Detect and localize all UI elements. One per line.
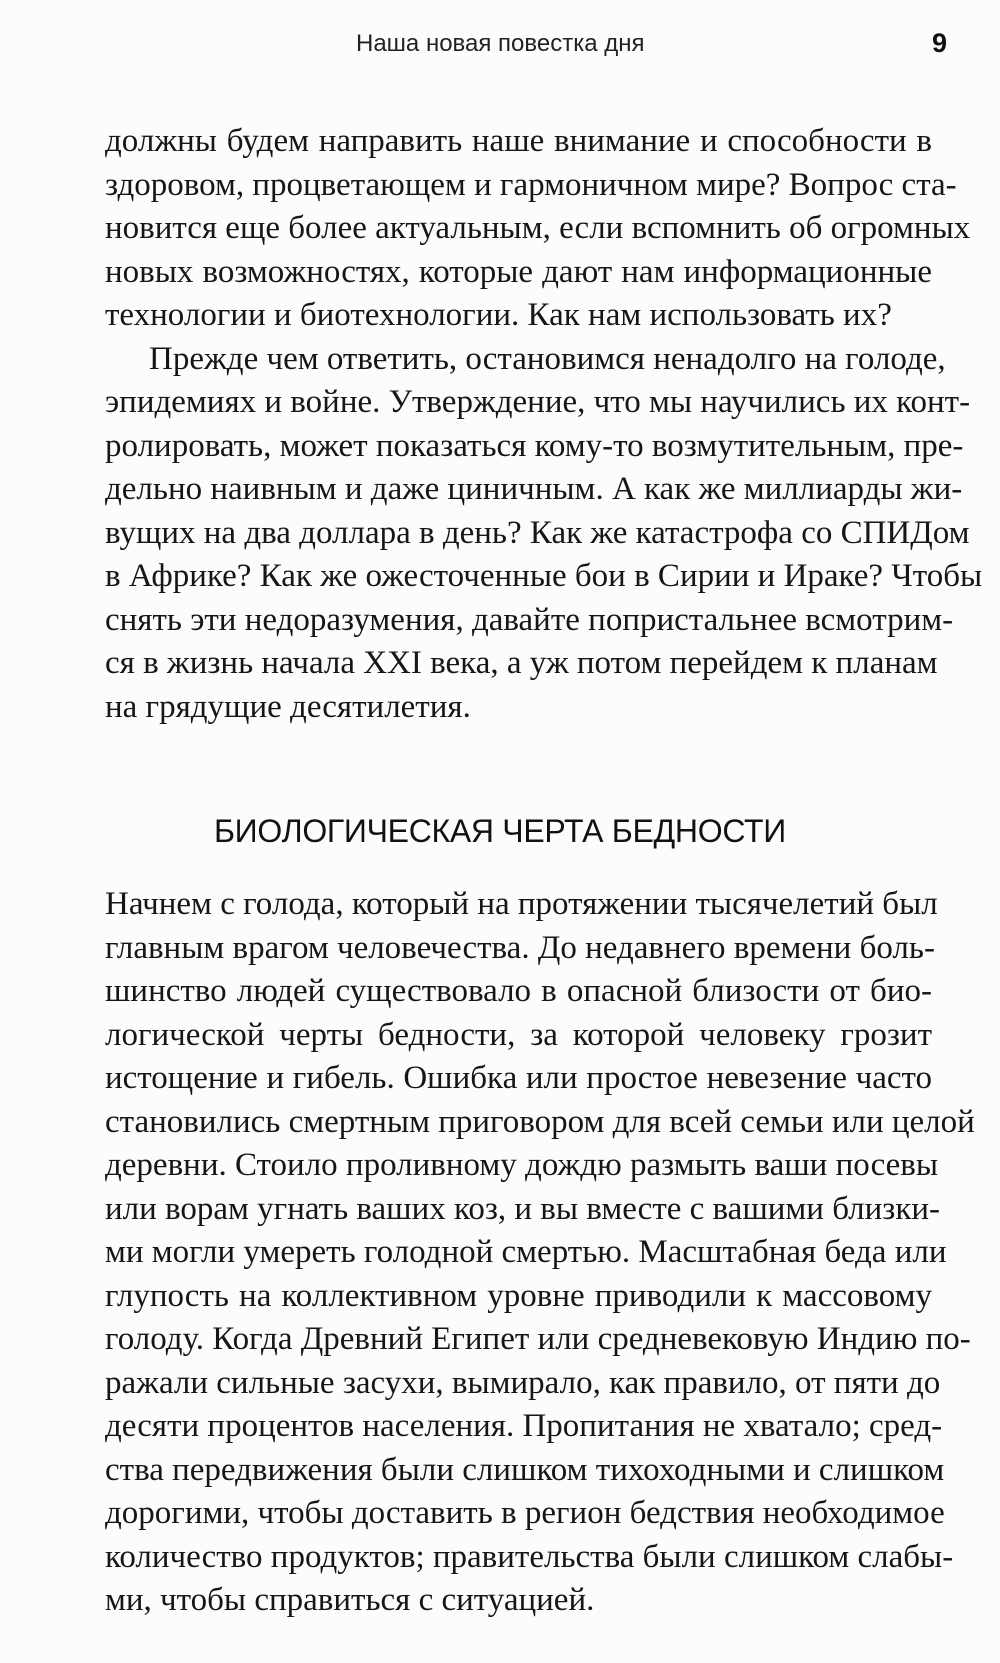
text-line: эпидемиях и войне. Утверждение, что мы научились их конт- xyxy=(105,384,971,420)
text-line: должны будем направить наше внимание и способности в xyxy=(105,123,932,159)
paragraph-hunger xyxy=(105,883,975,1623)
text-line: логической черты бедности, за которой человеку грозит xyxy=(105,1016,932,1053)
text-line: дорогими, чтобы доставить в регион бедствия необходимое xyxy=(105,1495,945,1531)
text-line: главным врагом человечества. До недавнего времени боль- xyxy=(105,929,935,966)
page-number: 9 xyxy=(932,28,948,58)
running-header xyxy=(0,30,1000,64)
text-line: десяти процентов населения. Пропитания не хватало; сред- xyxy=(105,1408,943,1444)
text-line: ся в жизнь начала XXI века, а уж потом перейдем к планам xyxy=(105,645,938,681)
text-line: дельно наивным и даже циничным. А как же миллиарды жи- xyxy=(105,471,963,507)
text-line: глупость на коллективном уровне приводили к массовому xyxy=(105,1277,932,1314)
text-line: ролировать, может показаться кому-то возмутительным, пре- xyxy=(105,427,964,464)
paragraph-before-answering xyxy=(105,338,983,730)
text-block-top xyxy=(105,120,983,729)
text-line: ми, чтобы справиться с ситуацией. xyxy=(105,1582,595,1618)
text-line: Прежде чем ответить, остановимся ненадолго на голоде, xyxy=(149,340,946,377)
text-line: снять эти недоразумения, давайте попристальнее всмотрим- xyxy=(105,601,954,638)
text-line: становились смертным приговором для всей семьи или целой xyxy=(105,1103,975,1140)
text-block-bottom xyxy=(105,883,975,1623)
text-line: или ворам угнать ваших коз, и вы вместе с вашими близки- xyxy=(105,1190,941,1227)
text-line: ства передвижения были слишком тихоходными и слишком xyxy=(105,1451,945,1488)
text-line: шинство людей существовало в опасной близости от био- xyxy=(105,973,932,1009)
text-line: новится еще более актуальным, если вспомнить об огромных xyxy=(105,210,971,246)
text-line: истощение и гибель. Ошибка или простое невезение часто xyxy=(105,1060,932,1096)
text-line: ми могли умереть голодной смертью. Масштабная беда или xyxy=(105,1234,947,1270)
running-title: Наша новая повестка дня xyxy=(356,30,645,57)
text-line: здоровом, процветающем и гармоничном мире? Вопрос ста- xyxy=(105,166,957,203)
text-line: технологии и биотехнологии. Как нам использовать их? xyxy=(105,297,892,333)
text-line: деревни. Стоило проливному дождю размыть ваши посевы xyxy=(105,1147,939,1183)
text-line: на грядущие десятилетия. xyxy=(105,688,471,725)
section-heading: БИОЛОГИЧЕСКАЯ ЧЕРТА БЕДНОСТИ xyxy=(213,812,787,849)
text-line: в Африке? Как же ожесточенные бои в Сирии и Ираке? Чтобы xyxy=(105,558,983,594)
text-line: вущих на два доллара в день? Как же катастрофа со СПИДом xyxy=(105,514,970,551)
paragraph-continued xyxy=(105,120,971,338)
text-line: голоду. Когда Древний Египет или средневековую Индию по- xyxy=(105,1321,971,1357)
text-line: Начнем с голода, который на протяжении тысячелетий был xyxy=(105,886,938,922)
text-line: новых возможностях, которые дают нам информационные xyxy=(105,253,932,290)
text-line: количество продуктов; правительства были слишком слабы- xyxy=(105,1538,954,1575)
text-line: ражали сильные засухи, вымирало, как правило, от пяти до xyxy=(105,1364,941,1401)
